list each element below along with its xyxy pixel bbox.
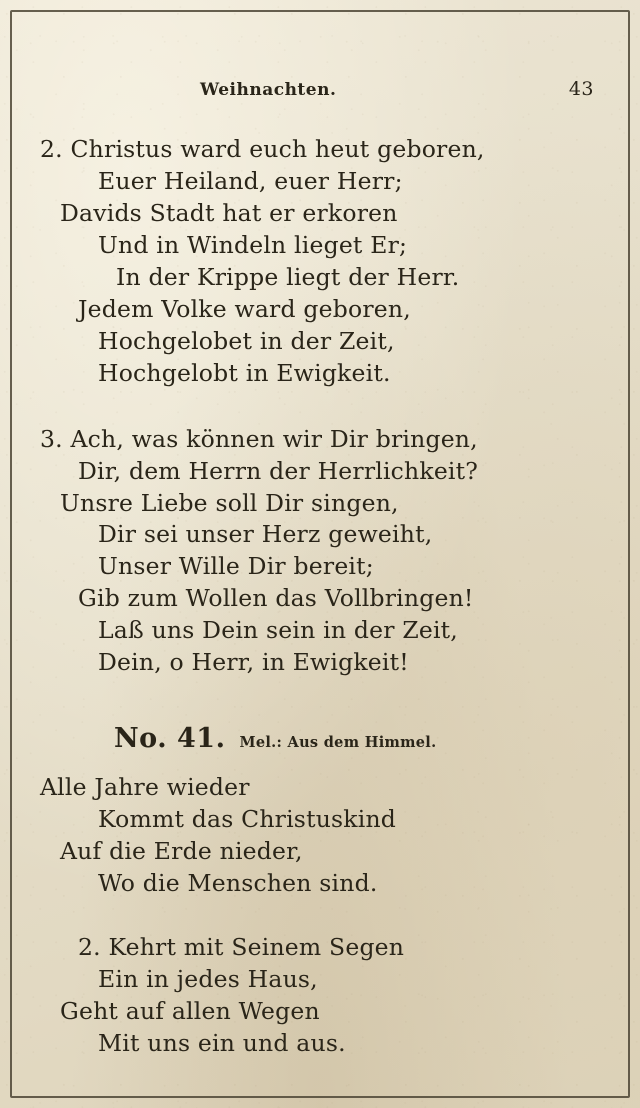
page-number: 43 — [568, 78, 594, 100]
verse-line: Jedem Volke ward geboren, — [78, 294, 411, 323]
stanza-spacer — [40, 918, 600, 932]
hymn-number: No. 41. — [114, 723, 226, 755]
hymn-heading — [40, 723, 600, 754]
verse-line: Laß uns Dein sein in der Zeit, — [98, 616, 458, 645]
verse-line: Hochgelobet in der Zeit, — [98, 326, 395, 355]
verse-line: Geht auf allen Wegen — [60, 996, 320, 1025]
verse-line: Euer Heiland, euer Herr; — [98, 166, 403, 195]
verse-line: Unser Wille Dir bereit; — [98, 552, 374, 581]
stanza-1-new-hymn — [40, 772, 600, 900]
verse-line: 2. Christus ward euch heut geboren, — [40, 135, 485, 163]
verse-line: In der Krippe liegt der Herr. — [116, 262, 460, 291]
running-head-title: Weihnachten. — [200, 80, 337, 100]
verse-line: Und in Windeln lieget Er; — [98, 230, 408, 259]
verse-line: 3. Ach, was können wir Dir bringen, — [40, 424, 478, 453]
verse-line: Ein in jedes Haus, — [98, 965, 318, 994]
verse-line: Dir, dem Herrn der Herrlichkeit? — [78, 456, 479, 485]
verse-line: Unsre Liebe soll Dir singen, — [60, 488, 399, 517]
verse-line: Dein, o Herr, in Ewigkeit! — [98, 648, 409, 677]
verse-line: Mit uns ein und aus. — [98, 1028, 346, 1057]
verse-line: Hochgelobt in Ewigkeit. — [98, 358, 391, 387]
verse-line: 2. Kehrt mit Seinem Segen — [78, 933, 405, 962]
verse-line: Dir sei unser Herz geweiht, — [98, 520, 433, 549]
hymn-melody-note: Mel.: Aus dem Himmel. — [239, 734, 437, 752]
stanza-3-previous-hymn — [40, 424, 600, 680]
stanza-spacer — [40, 408, 600, 424]
stanza-2-previous-hymn — [40, 134, 600, 390]
stanza-2-new-hymn — [40, 932, 600, 1060]
verse-line: Davids Stadt hat er erkoren — [60, 198, 398, 227]
verse-line: Wo die Menschen sind. — [98, 869, 378, 898]
verse-line: Auf die Erde nieder, — [60, 837, 303, 866]
verse-line: Gib zum Wollen das Vollbringen! — [78, 584, 474, 613]
verse-line: Kommt das Christuskind — [98, 805, 397, 834]
verse-line: Alle Jahre wieder — [40, 773, 250, 802]
running-head — [40, 78, 600, 100]
